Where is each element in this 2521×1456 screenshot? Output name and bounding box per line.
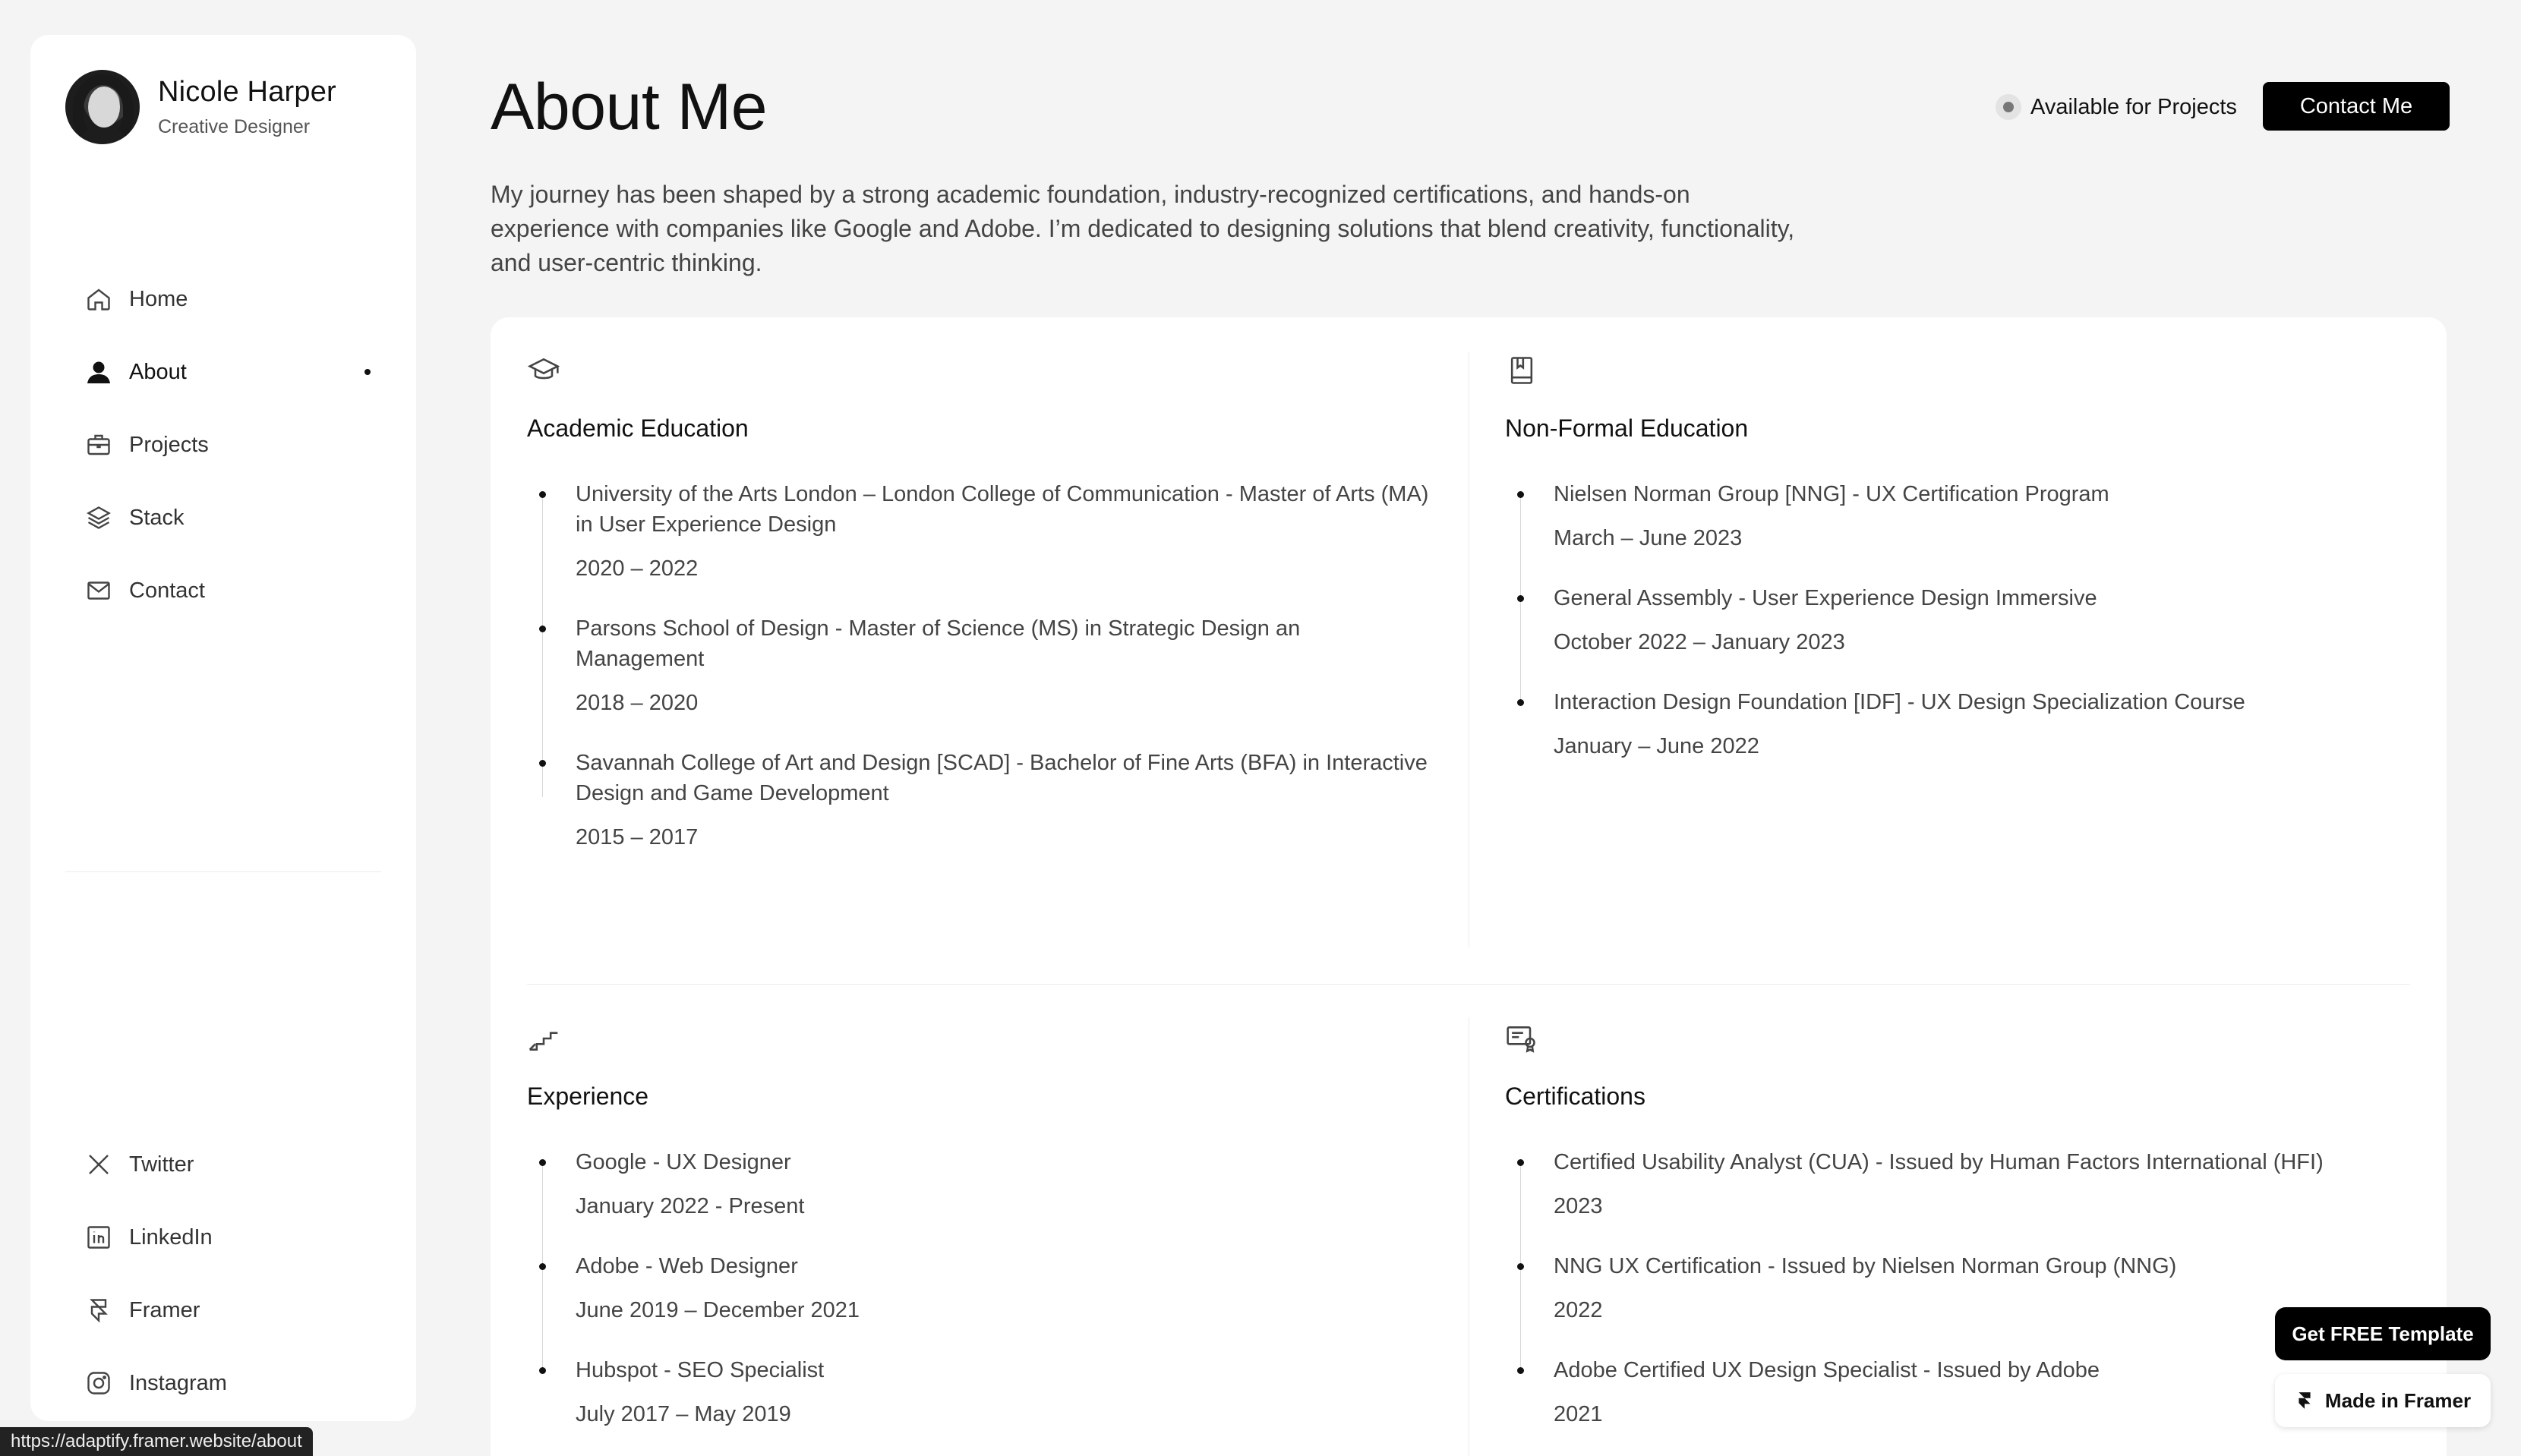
made-in-framer-label: Made in Framer: [2324, 1388, 2472, 1412]
avatar: [65, 70, 140, 144]
get-free-template-button[interactable]: Get FREE Template: [2275, 1307, 2491, 1360]
social-label: Instagram: [129, 1370, 227, 1395]
entry-date: 2021: [1554, 1402, 1603, 1426]
nav-label: Home: [129, 286, 188, 311]
list-item: [1505, 1147, 2416, 1219]
list-item: [1505, 583, 2416, 655]
entry-date: 2020 – 2022: [576, 556, 699, 581]
entry-list: [527, 1147, 1438, 1427]
linkedin-icon: [84, 1222, 114, 1253]
social-label: Framer: [129, 1297, 200, 1322]
section-title: Non-Formal Education: [1505, 414, 1749, 442]
made-in-framer-badge[interactable]: [2275, 1374, 2491, 1427]
status-dot-icon: [1996, 94, 2021, 120]
entry-date: 2015 – 2017: [576, 825, 699, 849]
social-item-linkedin[interactable]: [84, 1201, 393, 1274]
profile[interactable]: [65, 70, 336, 144]
profile-name: Nicole Harper: [158, 76, 336, 108]
entry-date: March – June 2023: [1554, 526, 1743, 550]
entry-title: General Assembly - User Experience Design Immersive: [1554, 586, 2097, 610]
list-item: [527, 1147, 1438, 1219]
entry-title: Hubspot - SEO Specialist: [576, 1358, 825, 1382]
layers-icon: [84, 503, 114, 533]
row-divider: [527, 984, 2410, 985]
entry-title: Parsons School of Design - Master of Science (MS) in Strategic Design an Management: [576, 616, 1301, 671]
social-label: LinkedIn: [129, 1224, 213, 1250]
list-item: [1505, 479, 2416, 551]
nav-label: Projects: [129, 432, 209, 457]
entry-title: NNG UX Certification - Issued by Nielsen Norman Group (NNG): [1554, 1254, 2177, 1278]
academic-education-section: [527, 354, 1438, 882]
section-title: Academic Education: [527, 414, 749, 442]
active-indicator: [364, 369, 371, 375]
section-title: Experience: [527, 1083, 649, 1110]
list-item: [1505, 687, 2416, 759]
contact-me-button[interactable]: Contact Me: [2263, 82, 2450, 131]
framer-logo-icon: [2295, 1391, 2314, 1410]
entry-date: 2023: [1554, 1194, 1603, 1218]
list-item: [527, 613, 1438, 716]
entry-title: Savannah College of Art and Design [SCAD] - Bachelor of Fine Arts (BFA) in Interactive Design and Game Development: [576, 751, 1428, 805]
social-label: Twitter: [129, 1152, 194, 1177]
entry-date: 2022: [1554, 1298, 1603, 1322]
page-title: About Me: [491, 71, 768, 143]
nav-item-about[interactable]: [84, 336, 393, 408]
entry-date: October 2022 – January 2023: [1554, 630, 1845, 654]
list-item: [527, 1355, 1438, 1427]
nav-item-projects[interactable]: [84, 408, 393, 481]
social-item-instagram[interactable]: [84, 1347, 393, 1420]
entry-title: Google - UX Designer: [576, 1150, 791, 1174]
about-card: [491, 317, 2447, 1456]
entry-date: January 2022 - Present: [576, 1194, 805, 1218]
graduation-cap-icon: [527, 354, 563, 390]
status-label: Available for Projects: [2030, 94, 2237, 119]
intro-text: My journey has been shaped by a strong academic foundation, industry-recognized certifications, and hands-on experience with companies like Google and Adobe. I’m dedicated to designing solutions that blend creativity, functionality, and user-centric thinking.: [491, 181, 1795, 276]
entry-list: [1505, 479, 2416, 759]
status-bar-url: https://adaptify.framer.website/about: [0, 1427, 313, 1456]
nav-label: About: [129, 359, 187, 384]
home-icon: [84, 284, 114, 314]
instagram-icon: [84, 1368, 114, 1398]
social-item-twitter[interactable]: [84, 1128, 393, 1201]
entry-date: January – June 2022: [1554, 734, 1759, 758]
availability-status: [1996, 94, 2237, 120]
entry-title: Interaction Design Foundation [IDF] - UX Design Specialization Course: [1554, 690, 2245, 714]
entry-date: July 2017 – May 2019: [576, 1402, 791, 1426]
framer-icon: [84, 1295, 114, 1325]
entry-list: [527, 479, 1438, 850]
main-nav: [84, 263, 393, 627]
profile-role: Creative Designer: [158, 116, 311, 137]
nav-item-stack[interactable]: [84, 481, 393, 554]
social-links: [84, 1128, 393, 1420]
entry-date: 2018 – 2020: [576, 691, 699, 715]
certificate-icon: [1505, 1022, 1541, 1058]
list-item: [527, 748, 1438, 850]
x-icon: [84, 1149, 114, 1180]
section-title: Certifications: [1505, 1083, 1645, 1110]
entry-title: Nielsen Norman Group [NNG] - UX Certification Program: [1554, 482, 2109, 506]
mail-icon: [84, 575, 114, 606]
briefcase-icon: [84, 430, 114, 460]
nav-label: Stack: [129, 505, 185, 530]
list-item: [527, 1251, 1438, 1323]
entry-title: Certified Usability Analyst (CUA) - Issued by Human Factors International (HFI): [1554, 1150, 2324, 1174]
entry-date: June 2019 – December 2021: [576, 1298, 860, 1322]
sidebar: [30, 35, 416, 1421]
book-icon: [1505, 354, 1541, 390]
social-item-framer[interactable]: [84, 1274, 393, 1347]
stairs-icon: [527, 1022, 563, 1058]
entry-title: Adobe Certified UX Design Specialist - Issued by Adobe: [1554, 1358, 2100, 1382]
list-item: [527, 479, 1438, 581]
nav-label: Contact: [129, 578, 205, 603]
entry-title: University of the Arts London – London College of Communication - Master of Arts (MA) in User Experience Design: [576, 482, 1429, 537]
nav-item-contact[interactable]: [84, 554, 393, 627]
non-formal-education-section: [1505, 354, 2416, 791]
entry-title: Adobe - Web Designer: [576, 1254, 798, 1278]
experience-section: [527, 1022, 1438, 1456]
nav-item-home[interactable]: [84, 263, 393, 336]
sidebar-divider: [65, 871, 381, 872]
user-icon: [84, 357, 114, 387]
